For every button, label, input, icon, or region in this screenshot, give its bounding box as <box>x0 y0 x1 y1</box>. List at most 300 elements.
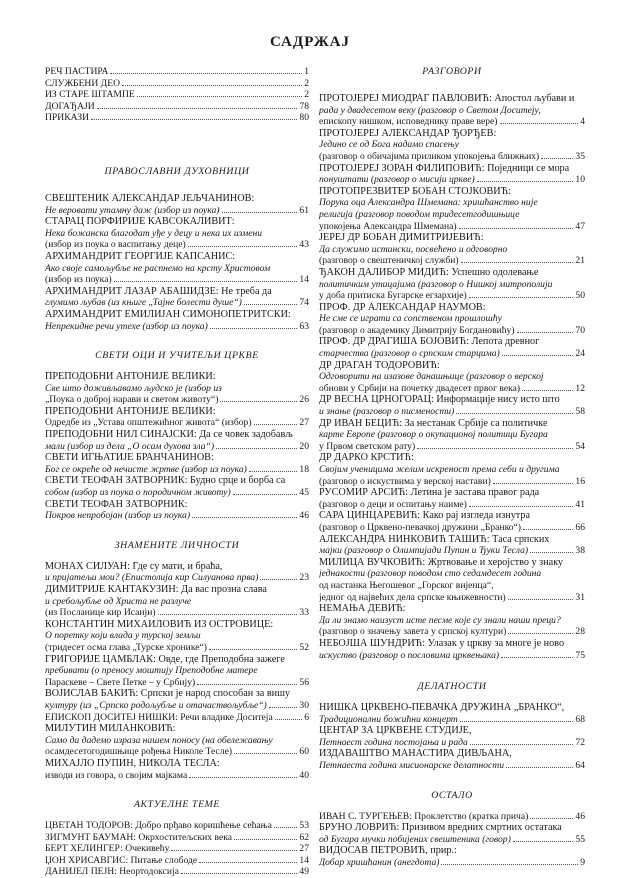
toc-entry[interactable] <box>319 725 585 748</box>
entry-title: и пријатељи мои? (Епистолија кир Силуанова прва) <box>45 572 259 584</box>
entry-line: ДР ИВАН БЕЦИЋ: За нестанак Србије са политичке <box>319 417 548 429</box>
entry-final-line <box>319 760 585 772</box>
entry-line: МИЛУТИН МИЛАНКОВИЋ: <box>45 723 176 735</box>
entry-final-line <box>319 348 585 360</box>
toc-entry[interactable] <box>45 561 309 584</box>
entry-title: (из Посланице кир Исаији) <box>45 607 156 619</box>
toc-entry[interactable] <box>45 89 309 101</box>
entry-final-line <box>319 737 585 749</box>
entry-line: ПРОТОЈЕРЕЈ МИОДРАГ ПАВЛОВИЋ: Апостол љубави и <box>319 93 575 104</box>
entry-title: ИЗ СТАРЕ ШТАМПЕ <box>45 89 135 101</box>
entry-line: СВЕШТЕНИК АЛЕКСАНДАР ЈЕЉЧАНИНОВ: <box>45 192 255 204</box>
entry-title: (избор из поука) <box>45 274 112 286</box>
page-number: 75 <box>575 649 585 661</box>
page-number: 12 <box>575 382 585 394</box>
toc-entry[interactable] <box>319 128 585 163</box>
toc-entry[interactable] <box>45 216 309 251</box>
toc-entry[interactable] <box>319 418 585 453</box>
entry-line: Одговорити на изазове данашњице (разговор о верској <box>319 371 544 383</box>
entry-final-line <box>319 499 585 511</box>
section-heading: АКТУЕЛНЕ ТЕМЕ <box>133 799 221 811</box>
toc-entry[interactable] <box>319 702 585 725</box>
entry-title: (разговор о искуствима у верској настави) <box>319 475 491 487</box>
dot-leader <box>506 766 573 768</box>
entry-line: МИЛИЦА ВУЧКОВИЋ: Жртвовање и херојство у знаку <box>319 556 564 568</box>
page-number: 52 <box>299 641 309 653</box>
entry-final-line <box>45 487 309 499</box>
entry-line: О поретку који влада у турској земљи <box>45 630 201 642</box>
dot-leader <box>197 683 297 685</box>
toc-entry[interactable] <box>45 654 309 689</box>
entry-line: Само да дадемо израза нашем поносу (на обележавању <box>45 734 273 746</box>
page-number: 2 <box>304 89 309 101</box>
toc-entry[interactable] <box>319 845 585 868</box>
dot-leader <box>189 776 297 778</box>
toc-entry[interactable] <box>319 163 585 186</box>
spacer <box>45 124 309 160</box>
entry-title: (разговор о значењу завета у српској култури) <box>319 626 507 638</box>
spacer <box>319 661 585 675</box>
page-number: 53 <box>299 820 309 832</box>
toc-entry[interactable] <box>319 336 585 359</box>
toc-entry[interactable] <box>319 93 585 128</box>
section-heading: ЗНАМЕНИТЕ ЛИЧНОСТИ <box>114 539 240 551</box>
page-number: 14 <box>299 274 309 286</box>
dot-leader <box>417 447 573 449</box>
dot-leader <box>260 578 297 580</box>
page-number: 31 <box>575 591 585 603</box>
entry-title: БЕРТ ХЕЛИНГЕР: Очекивећу <box>45 843 170 855</box>
entry-line: Својим ученицима желим искреност према себи и другима <box>319 464 560 475</box>
page-number: 72 <box>575 736 585 748</box>
entry-title: Одредбе из „Устава општежићног живота“ (избор) <box>45 417 252 429</box>
entry-line: ИЗДАВАШТВО МАНАСТИРА ДИВЉАНА, <box>319 748 512 760</box>
page-number: 41 <box>575 498 585 510</box>
dot-leader <box>441 863 578 865</box>
toc-entry[interactable] <box>45 832 309 844</box>
toc-entry[interactable] <box>45 66 309 78</box>
toc-entry[interactable] <box>45 371 309 406</box>
entry-title: у доба притиска Бугарске егзархије) <box>319 290 467 302</box>
entry-line: ПРОТОЈЕРЕЈ АЛЕКСАНДАР ЂОРЂЕВ: <box>319 127 497 139</box>
entry-title: од Бугара мучки побијених свештеника (говор) <box>319 833 511 845</box>
toc-entry[interactable] <box>45 712 309 724</box>
dot-leader <box>522 389 573 391</box>
toc-entry[interactable] <box>45 112 309 124</box>
section-heading: СВЕТИ ОЦИ И УЧИТЕЉИ ЦРКВЕ <box>95 350 259 362</box>
entry-line: АРХИМАНДРИТ ЛАЗАР АБАШИДЗЕ: Не треба да <box>45 285 272 297</box>
entry-final-line <box>45 205 309 217</box>
page-number: 60 <box>299 746 309 758</box>
entry-final-line <box>319 714 585 726</box>
entry-final-line <box>45 464 309 476</box>
entry-title: ДАНИЈЕЛ ПЕЈН: Неортодоксија <box>45 866 179 878</box>
entry-line: једнакости (разговор поводом сто седамдесет година <box>319 568 542 580</box>
dot-leader <box>222 211 298 213</box>
toc-entry[interactable] <box>319 487 585 510</box>
entry-line: ВОЈИСЛАВ БАКИЋ: Српски је народ способан за вишу <box>45 688 291 700</box>
entry-line: НИШКА ЦРКВЕНО-ПЕВАЧКА ДРУЖИНА „БРАНКО“, <box>319 702 565 714</box>
entry-title: ЦВЕТАН ТОДОРОВ: Добро прђаво коришћење сећања <box>45 820 272 832</box>
entry-line: Не сме се играти са сопственом прошлошћу <box>319 313 502 325</box>
toc-entry[interactable] <box>319 186 585 232</box>
entry-title: епископу нишком, исповеднику праве вере) <box>319 116 498 128</box>
toc-entry[interactable] <box>45 309 309 332</box>
dot-leader <box>110 72 302 74</box>
dot-leader <box>470 743 574 745</box>
spacer <box>45 332 309 344</box>
entry-title: Бог се окреће од нечисте жртве (избор из поука) <box>45 463 247 475</box>
toc-entry[interactable] <box>319 557 585 603</box>
entry-final-line <box>319 221 585 233</box>
page-number: 10 <box>575 174 585 186</box>
dot-leader <box>269 706 298 708</box>
entry-line: пребивати (о преносу моштију Преподобне матере <box>45 665 258 677</box>
entry-final-line <box>319 811 585 823</box>
entry-line: од настанка Његошевог „Горског вијенца“, <box>319 579 494 591</box>
spacer <box>319 772 585 784</box>
entry-final-line <box>319 650 585 662</box>
dot-leader <box>530 817 573 819</box>
entry-line: ДР ДАРКО КРСТИЋ: <box>319 452 414 464</box>
dot-leader <box>275 718 303 720</box>
entry-title: (тридесет осма глава „Турске хронике“) <box>45 641 207 653</box>
dot-leader <box>233 493 298 495</box>
toc-entry[interactable] <box>45 843 309 855</box>
toc-entry[interactable] <box>45 499 309 522</box>
toc-entry[interactable] <box>319 822 585 845</box>
toc-entry[interactable] <box>45 619 309 654</box>
entry-final-line <box>319 383 585 395</box>
entry-title: ИВАН С. ТУРГЕЊЕВ: Проклетство (кратка прича) <box>319 810 529 822</box>
page-number: 55 <box>575 833 585 845</box>
entry-final-line <box>45 394 309 406</box>
entry-final-line <box>45 112 309 124</box>
entry-final-line <box>45 441 309 453</box>
dot-leader <box>209 648 297 650</box>
entry-line: СВЕТИ ИГЊАТИЈЕ БРАНЧАНИНОВ: <box>45 452 214 464</box>
entry-title: РЕЧ ПАСТИРА <box>45 66 109 77</box>
entry-title: обнови у Србији на почетку двадесет првог века) <box>319 382 521 394</box>
spacer <box>45 522 309 534</box>
entry-title: собом (избор из поука о породичном животу) <box>45 487 231 499</box>
dot-leader <box>456 412 573 414</box>
entry-line: Да служимо истински, посвећено и одговорно <box>319 243 508 255</box>
dot-leader <box>274 826 298 828</box>
entry-line: АРХИМАНДРИТ ГЕОРГИЈЕ КАПСАНИС: <box>45 250 236 262</box>
toc-entry[interactable] <box>319 811 585 823</box>
page-number: 27 <box>299 843 309 855</box>
entry-line: СТАРАЦ ПОРФИРИЈЕ КАВСОКАЛИВИТ: <box>45 216 235 228</box>
toc-entry[interactable] <box>45 758 309 781</box>
entry-final-line <box>45 832 309 844</box>
entry-title: Петнаеста година мисионарске делатности <box>319 760 505 772</box>
page-number: 9 <box>580 857 585 869</box>
dot-leader <box>493 482 574 484</box>
dot-leader <box>523 528 573 530</box>
dot-leader <box>469 505 574 507</box>
toc-entry[interactable] <box>45 475 309 498</box>
dot-leader <box>517 331 574 333</box>
entry-final-line <box>319 626 585 638</box>
page-number: 63 <box>299 320 309 332</box>
entry-title: Петнаест година постојања и рада <box>319 736 468 748</box>
entry-line: ПРОФ. ДР ДРАГИША БОЈОВИЋ: Лепота древног <box>319 336 540 348</box>
dot-leader <box>192 516 297 518</box>
entry-final-line <box>319 857 585 869</box>
entry-final-line <box>45 101 309 113</box>
toc-entry[interactable] <box>319 452 585 487</box>
entry-title: „Поука о доброј нарави и светом животу“) <box>45 394 219 406</box>
entry-final-line <box>45 66 309 78</box>
toc-entry[interactable] <box>319 360 585 395</box>
dot-leader <box>508 598 574 600</box>
entry-title: Непрекидне речи утехе (избор из поука) <box>45 320 208 332</box>
page-number: 23 <box>299 572 309 584</box>
entry-line: карте Европе (разговор о окупационој политици Бугара <box>319 429 548 441</box>
entry-title: глумимо љубав (из књиге „Тајне болести душе“) <box>45 297 242 309</box>
dot-leader <box>513 840 574 842</box>
entry-title: ПРИКАЗИ <box>45 112 90 124</box>
entry-final-line <box>45 866 309 878</box>
entry-final-line <box>45 677 309 689</box>
toc-entry[interactable] <box>45 251 309 286</box>
toc-entry[interactable] <box>319 267 585 302</box>
entry-line: ПРОТОПРЕЗВИТЕР БОБАН СТОЈКОВИЋ: <box>319 185 511 197</box>
entry-title: (разговор о обичајима приликом упокојења ближњих) <box>319 150 540 162</box>
page-number: 68 <box>575 713 585 725</box>
page-number: 54 <box>575 440 585 452</box>
toc-entry[interactable] <box>319 534 585 557</box>
toc-entry[interactable] <box>45 866 309 878</box>
page-number: 27 <box>299 417 309 429</box>
dot-leader <box>122 84 302 86</box>
dot-leader <box>188 245 298 247</box>
entry-line: Да ли знамо наизуст исте песме које су знали наши преци? <box>319 614 561 626</box>
entry-line: ГРИГОРИЈЕ ЦАМБЛАК: Овде, где Преподобна зажеге <box>45 653 285 665</box>
entry-final-line <box>45 78 309 90</box>
entry-line: АЛЕКСАНДРА НИНКОВИЋ ТАШИЋ: Таса српских <box>319 533 550 545</box>
dot-leader <box>137 95 302 97</box>
page-number: 38 <box>575 545 585 557</box>
toc-entry[interactable] <box>45 855 309 867</box>
entry-line: и сребољубље од Христа не разлуче <box>45 595 192 607</box>
page-number: 78 <box>299 100 309 112</box>
entry-final-line <box>45 855 309 867</box>
entry-line: ЈЕРЕЈ ДР БОБАН ДИМИТРИЈЕВИЋ: <box>319 232 484 244</box>
toc-entry[interactable] <box>319 510 585 533</box>
page-number: 35 <box>575 150 585 162</box>
toc-entry[interactable] <box>319 394 585 417</box>
dot-leader <box>210 327 298 329</box>
dot-leader <box>249 470 298 472</box>
entry-title: искуство (разговор о пословима црквењака) <box>319 649 500 661</box>
page-number: 45 <box>299 487 309 499</box>
entry-title: (избор из поука о васпитању деце) <box>45 239 186 251</box>
entry-line: СВЕТИ ТЕОФАН ЗАТВОРНИК: <box>45 498 188 510</box>
entry-final-line <box>45 321 309 333</box>
page-number: 1 <box>304 66 309 77</box>
entry-title: Параскеве – Свете Петке – у Србију) <box>45 676 196 688</box>
toc-entry[interactable] <box>45 286 309 309</box>
entry-line: религија (разговор поводом тридесетгодишњице <box>319 208 520 220</box>
toc-entry[interactable] <box>319 748 585 771</box>
entry-title: (разговор о деци и оспитању наиме) <box>319 498 467 510</box>
dot-leader <box>541 157 573 159</box>
entry-title: (разговор о свештеничкој служби) <box>319 255 459 267</box>
section-heading: ДЕЛАТНОСТИ <box>417 681 487 693</box>
toc-entry[interactable] <box>319 232 585 267</box>
page-number: 70 <box>575 324 585 336</box>
entry-title: мајки (разговор о Олимпијади Пупин и Ђуки Тесла) <box>319 545 529 557</box>
entry-line: Ако своје самољубље не распнемо на крсту Христовом <box>45 262 271 274</box>
page-number: 46 <box>299 510 309 522</box>
entry-final-line <box>45 297 309 309</box>
page-number: 56 <box>299 676 309 688</box>
entry-title: Не веровати утамну даж (избор из поука) <box>45 204 220 216</box>
entry-line: МОНАХ СИЛУАН: Где су мати, и браћа, <box>45 560 223 572</box>
entry-final-line <box>319 406 585 418</box>
toc-entry[interactable] <box>45 193 309 216</box>
entry-title: ЕПИСКОП ДОСИТЕЈ НИШКИ: Речи владике Доситеја <box>45 711 273 723</box>
page-number: 58 <box>575 406 585 418</box>
entry-final-line <box>319 290 585 302</box>
dot-leader <box>469 296 574 298</box>
entry-line: АРХИМАНДРИТ ЕМИЛИЈАН СИМОНОПЕТРИТСКИ: <box>45 308 291 320</box>
entry-title: упокојења Александра Шмемана) <box>319 220 457 232</box>
dot-leader <box>461 261 574 263</box>
toc-entry[interactable] <box>45 820 309 832</box>
toc-entry[interactable] <box>45 101 309 113</box>
page-number: 6 <box>304 711 309 723</box>
entry-title: Покров непробојан (избор из поука) <box>45 510 191 522</box>
dot-leader <box>158 613 298 615</box>
entry-title: осамдесетогодишњице рођења Николе Тесле) <box>45 746 233 758</box>
entry-final-line <box>45 642 309 654</box>
entry-title: (разговор о академику Димитрију Богдановићу) <box>319 324 515 336</box>
dot-leader <box>530 551 573 553</box>
entry-final-line <box>319 834 585 846</box>
page-number: 20 <box>299 440 309 452</box>
page-number: 4 <box>580 116 585 128</box>
page-number: 16 <box>575 475 585 487</box>
entry-final-line <box>45 712 309 724</box>
entry-final-line <box>45 607 309 619</box>
page-title: САДРЖАЈ <box>269 34 351 50</box>
toc-entry[interactable] <box>45 429 309 452</box>
dot-leader <box>460 720 574 722</box>
dot-leader <box>477 180 574 182</box>
toc-entry[interactable] <box>45 723 309 758</box>
page-number: 24 <box>575 348 585 360</box>
entry-final-line <box>45 843 309 855</box>
page-number: 2 <box>304 77 309 89</box>
entry-line: ПРЕПОДОБНИ НИЛ СИНАЈСКИ: Да се човек задобављ <box>45 429 293 441</box>
toc-entry[interactable] <box>45 584 309 619</box>
dot-leader <box>114 280 298 282</box>
toc-entry[interactable] <box>45 78 309 90</box>
entry-final-line <box>45 89 309 101</box>
entry-title: ДОГАЂАЈИ <box>45 100 95 112</box>
entry-final-line <box>319 255 585 267</box>
entry-line: ПРЕПОДОБНИ АНТОНИЈЕ ВЕЛИКИ: <box>45 371 216 383</box>
page-number: 64 <box>575 760 585 772</box>
entry-final-line <box>319 174 585 186</box>
entry-line: НЕМАЊА ДЕВИЋ: <box>319 603 406 615</box>
entry-final-line <box>45 746 309 758</box>
entry-line: ПРОФ. ДР АЛЕКСАНДАР НАУМОВ: <box>319 301 486 313</box>
entry-line: КОНСТАНТИН МИХАИЛОВИЋ ИЗ ОСТРОВИЦЕ: <box>45 618 274 630</box>
entry-line: ПРЕПОДОБНИ АНТОНИЈЕ ВЕЛИКИ: <box>45 405 216 417</box>
entry-title: изводи из говора, о својим мајкама <box>45 769 188 781</box>
toc-entry[interactable] <box>319 638 585 661</box>
toc-entry[interactable] <box>45 688 309 711</box>
entry-title: у Првом светском рату) <box>319 440 416 452</box>
entry-title: ЗИГМУНТ БАУМАН: Окрхоститељских века <box>45 831 232 843</box>
entry-final-line <box>319 441 585 453</box>
entry-final-line <box>319 592 585 604</box>
entry-title: културу (из „Српско родољубље и отачаствољубље“) <box>45 699 267 711</box>
toc-entry[interactable] <box>45 406 309 429</box>
dot-leader <box>508 632 573 634</box>
dot-leader <box>234 752 297 754</box>
toc-entry[interactable] <box>319 603 585 638</box>
page-number: 26 <box>299 394 309 406</box>
toc-entry[interactable] <box>45 452 309 475</box>
page-number: 47 <box>575 220 585 232</box>
entry-title: понуштати (разговор о мисији цркве) <box>319 174 475 186</box>
dot-leader <box>91 118 297 120</box>
page-number: 30 <box>299 699 309 711</box>
entry-final-line <box>319 151 585 163</box>
dot-leader <box>500 122 579 124</box>
page-number: 66 <box>575 521 585 533</box>
entry-title: Добар хришћанин (анегдота) <box>319 857 440 869</box>
toc-column-right <box>319 66 585 869</box>
entry-line: рада у двадесетом веку (разговор о Светом Доситеју, <box>319 104 541 116</box>
dot-leader <box>501 656 573 658</box>
entry-line: БРУНО ЛОВРИЋ: Призивом вредних смртних остатака <box>319 822 562 834</box>
entry-final-line <box>319 522 585 534</box>
entry-final-line <box>45 770 309 782</box>
page-number: 33 <box>299 607 309 619</box>
entry-line: ВИДОСАВ ПЕТРОВИЋ, прир.: <box>319 845 457 857</box>
spacer <box>45 781 309 793</box>
dot-leader <box>220 400 297 402</box>
entry-title: ЏОН ХРИСАВГИС: Питање слободе <box>45 854 198 866</box>
page-number: 49 <box>299 866 309 878</box>
entry-final-line <box>45 417 309 429</box>
entry-line: Нека божанска благодат уђе у децу и нека их измени <box>45 227 263 239</box>
entry-title: Традиционални божићни концерт <box>319 713 458 725</box>
page-number: 62 <box>299 831 309 843</box>
entry-title: (разговор о Црквено-певачкој дружини „Бранко“) <box>319 521 521 533</box>
entry-title: и знање (разговор о писмености) <box>319 406 455 418</box>
toc-entry[interactable] <box>319 302 585 337</box>
page-number: 28 <box>575 626 585 638</box>
dot-leader <box>244 303 298 305</box>
dot-leader <box>97 107 298 109</box>
page-number: 18 <box>299 463 309 475</box>
dot-leader <box>459 227 574 229</box>
entry-final-line <box>45 572 309 584</box>
entry-final-line <box>319 325 585 337</box>
section-heading: РАЗГОВОРИ <box>422 66 482 77</box>
entry-line: ЂАКОН ДАЛИБОР МИДИЋ: Успешно одолевање <box>319 266 539 278</box>
entry-final-line <box>45 274 309 286</box>
dot-leader <box>502 354 574 356</box>
dot-leader <box>199 861 297 863</box>
